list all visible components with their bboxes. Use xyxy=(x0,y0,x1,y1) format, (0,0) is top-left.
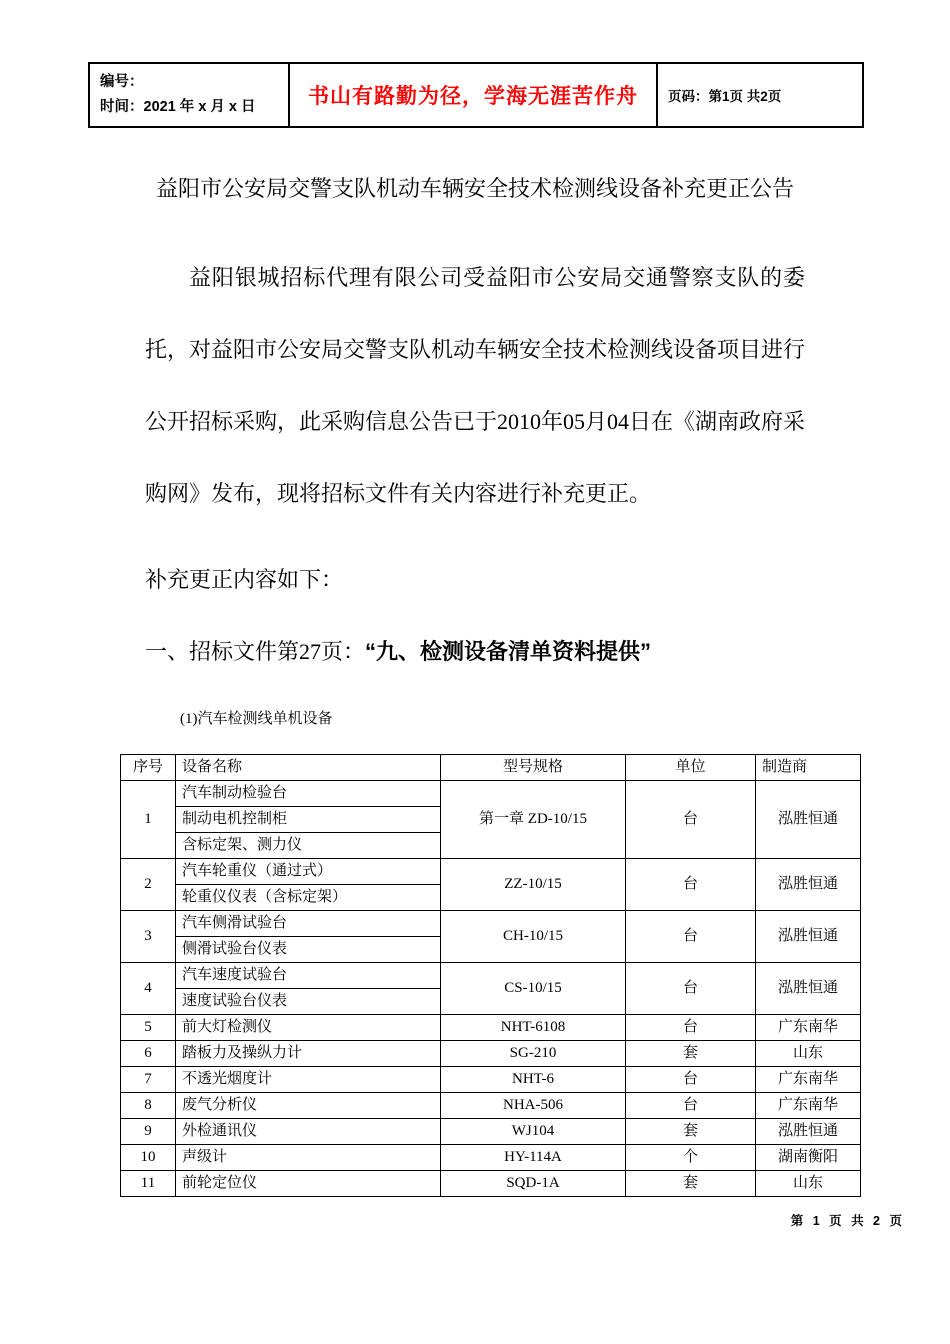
table-cell-model: 第一章 ZD-10/15 xyxy=(441,781,626,859)
table-cell-name: 废气分析仪 xyxy=(176,1093,441,1119)
table-caption: (1)汽车检测线单机设备 xyxy=(180,711,333,727)
table-row xyxy=(121,1171,861,1197)
column-header-model: 型号规格 xyxy=(441,755,626,781)
document-header-box xyxy=(88,62,864,128)
table-row xyxy=(121,1041,861,1067)
column-header-maker: 制造商 xyxy=(756,755,861,781)
table-cell-unit: 套 xyxy=(626,1171,756,1197)
section-heading xyxy=(145,616,805,688)
table-cell-name: 前轮定位仪 xyxy=(176,1171,441,1197)
header-page-label: 页码：第1页 共2页 xyxy=(657,63,863,127)
table-cell-unit: 个 xyxy=(626,1145,756,1171)
table-cell-unit: 套 xyxy=(626,1041,756,1067)
table-cell-name: 外检通讯仪 xyxy=(176,1119,441,1145)
table-cell-model: NHT-6108 xyxy=(441,1015,626,1041)
column-header-unit: 单位 xyxy=(626,755,756,781)
header-motto: 书山有路勤为径，学海无涯苦作舟 xyxy=(289,63,657,127)
table-cell-seq: 3 xyxy=(121,911,176,963)
table-cell-model: SQD-1A xyxy=(441,1171,626,1197)
doc-number-label: 编号： xyxy=(100,74,144,90)
table-cell-maker: 广东南华 xyxy=(756,1015,861,1041)
header-left-cell xyxy=(89,63,289,127)
table-cell-seq: 7 xyxy=(121,1067,176,1093)
table-cell-seq: 1 xyxy=(121,781,176,859)
table-cell-model: ZZ-10/15 xyxy=(441,859,626,911)
table-cell-unit: 台 xyxy=(626,1015,756,1041)
doc-date-label: 时间：2021 年 x 月 x 日 xyxy=(100,99,256,115)
table-cell-maker: 泓胜恒通 xyxy=(756,859,861,911)
table-cell-name: 含标定架、测力仪 xyxy=(176,833,441,859)
table-cell-unit: 台 xyxy=(626,859,756,911)
table-row xyxy=(121,911,861,937)
table-row xyxy=(121,1067,861,1093)
table-cell-name: 汽车速度试验台 xyxy=(176,963,441,989)
table-cell-name: 前大灯检测仪 xyxy=(176,1015,441,1041)
table-cell-name: 速度试验台仪表 xyxy=(176,989,441,1015)
document-title: 益阳市公安局交警支队机动车辆安全技术检测线设备补充更正公告 xyxy=(155,176,794,201)
table-cell-unit: 台 xyxy=(626,911,756,963)
table-cell-maker: 广东南华 xyxy=(756,1067,861,1093)
table-cell-seq: 10 xyxy=(121,1145,176,1171)
table-cell-seq: 5 xyxy=(121,1015,176,1041)
table-cell-seq: 11 xyxy=(121,1171,176,1197)
equipment-table xyxy=(120,754,861,1197)
table-cell-unit: 套 xyxy=(626,1119,756,1145)
section-heading-prefix: 一、招标文件第27页： xyxy=(145,639,366,664)
table-cell-unit: 台 xyxy=(626,1093,756,1119)
table-cell-name: 不透光烟度计 xyxy=(176,1067,441,1093)
table-row xyxy=(121,1145,861,1171)
table-cell-name: 汽车制动检验台 xyxy=(176,781,441,807)
header-row xyxy=(89,63,863,127)
table-cell-model: CS-10/15 xyxy=(441,963,626,1015)
section-heading-quote: “九、检测设备清单资料提供” xyxy=(365,639,652,664)
table-cell-seq: 6 xyxy=(121,1041,176,1067)
table-cell-maker: 泓胜恒通 xyxy=(756,963,861,1015)
table-cell-model: HY-114A xyxy=(441,1145,626,1171)
table-cell-maker: 泓胜恒通 xyxy=(756,1119,861,1145)
table-row xyxy=(121,1119,861,1145)
table-cell-maker: 广东南华 xyxy=(756,1093,861,1119)
table-row xyxy=(121,1093,861,1119)
table-cell-name: 踏板力及操纵力计 xyxy=(176,1041,441,1067)
table-cell-seq: 2 xyxy=(121,859,176,911)
table-cell-maker: 泓胜恒通 xyxy=(756,911,861,963)
table-row xyxy=(121,781,861,807)
table-cell-model: SG-210 xyxy=(441,1041,626,1067)
table-cell-model: NHA-506 xyxy=(441,1093,626,1119)
table-cell-name: 制动电机控制柜 xyxy=(176,807,441,833)
table-cell-seq: 8 xyxy=(121,1093,176,1119)
page-footer: 第 1 页 共 2 页 xyxy=(790,1214,905,1228)
table-cell-name: 汽车侧滑试验台 xyxy=(176,911,441,937)
table-cell-unit: 台 xyxy=(626,1067,756,1093)
table-cell-maker: 山东 xyxy=(756,1171,861,1197)
table-cell-maker: 泓胜恒通 xyxy=(756,781,861,859)
table-cell-model: CH-10/15 xyxy=(441,911,626,963)
column-header-name: 设备名称 xyxy=(176,755,441,781)
table-row xyxy=(121,859,861,885)
supplement-lead: 补充更正内容如下： xyxy=(145,567,344,592)
table-cell-model: NHT-6 xyxy=(441,1067,626,1093)
table-cell-name: 声级计 xyxy=(176,1145,441,1171)
table-cell-unit: 台 xyxy=(626,963,756,1015)
table-cell-model: WJ104 xyxy=(441,1119,626,1145)
table-cell-unit: 台 xyxy=(626,781,756,859)
table-cell-name: 侧滑试验台仪表 xyxy=(176,937,441,963)
table-cell-maker: 湖南衡阳 xyxy=(756,1145,861,1171)
table-header-row xyxy=(121,755,861,781)
table-cell-seq: 4 xyxy=(121,963,176,1015)
table-cell-maker: 山东 xyxy=(756,1041,861,1067)
table-cell-name: 轮重仪仪表（含标定架） xyxy=(176,885,441,911)
table-cell-name: 汽车轮重仪（通过式） xyxy=(176,859,441,885)
table-row xyxy=(121,1015,861,1041)
column-header-seq: 序号 xyxy=(121,755,176,781)
table-cell-seq: 9 xyxy=(121,1119,176,1145)
table-row xyxy=(121,963,861,989)
intro-paragraph: 益阳银城招标代理有限公司受益阳市公安局交通警察支队的委托，对益阳市公安局交警支队机动车辆安全技术检测线设备项目进行公开招标采购，此采购信息公告已于2010年05月04日在《湖南政府采购网》发布，现将招标文件有关内容进行补充更正。 xyxy=(145,265,806,506)
